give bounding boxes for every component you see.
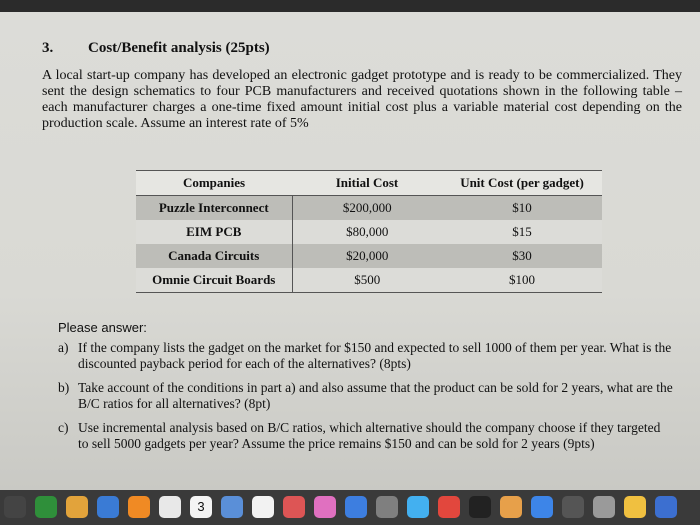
music-icon[interactable] (283, 496, 305, 518)
question-heading (42, 40, 270, 57)
question-intro: A local start-up company has developed an electronic gadget prototype and is ready to be commercialized. They sent the design schematics to four PCB manufacturers and received quotations shown in the following table – each manufacturer charges a one-time fixed amount initial cost plus a variable material cost depending on the production scale. Assume an interest rate of 5% (42, 68, 682, 131)
question-title: Cost/Benefit analysis (25pts) (88, 40, 270, 56)
part-text: Use incremental analysis based on B/C ratios, which alternative should the company choose if they targeted to sell 5000 gadgets per year? Assume the price remains $150 and can be sold for 2 years (9pts) (78, 420, 661, 451)
books-icon[interactable] (500, 496, 522, 518)
unit-cost-cell: $10 (442, 196, 602, 221)
chrome-icon[interactable] (97, 496, 119, 518)
appstore-icon[interactable] (345, 496, 367, 518)
settings-icon[interactable] (376, 496, 398, 518)
photo-booth-icon[interactable] (438, 496, 460, 518)
question-part-b (58, 380, 678, 412)
table-row (136, 220, 602, 244)
company-cell: Puzzle Interconnect (136, 196, 292, 221)
stickies-icon[interactable] (624, 496, 646, 518)
initial-cost-cell: $500 (292, 268, 442, 293)
initial-cost-cell: $20,000 (292, 244, 442, 268)
table-row (136, 196, 602, 221)
xcode-icon[interactable] (531, 496, 553, 518)
company-cell: Canada Circuits (136, 244, 292, 268)
company-cell: EIM PCB (136, 220, 292, 244)
part-label: a) (58, 340, 69, 355)
question-part-a (58, 340, 678, 372)
finder-icon[interactable] (4, 496, 26, 518)
messages-icon[interactable] (407, 496, 429, 518)
header-companies: Companies (136, 171, 292, 196)
system-icon[interactable] (562, 496, 584, 518)
unit-cost-cell: $30 (442, 244, 602, 268)
company-cell: Omnie Circuit Boards (136, 268, 292, 293)
preview-icon[interactable] (655, 496, 677, 518)
utilities-icon[interactable] (593, 496, 615, 518)
quotation-table (136, 170, 602, 293)
table-row (136, 268, 602, 293)
question-number: 3. (42, 40, 54, 56)
header-unit-cost: Unit Cost (per gadget) (442, 171, 602, 196)
part-text: Take account of the conditions in part a) and also assume that the product can be sold for 2 years, what are the B/C ratios for all alternatives? (8pt) (78, 380, 673, 411)
top-edge (0, 0, 700, 12)
unit-cost-cell: $15 (442, 220, 602, 244)
launchpad-icon[interactable] (35, 496, 57, 518)
calendar-icon[interactable]: 3 (190, 496, 212, 518)
itunes-icon[interactable] (314, 496, 336, 518)
mail-icon[interactable] (221, 496, 243, 518)
unit-cost-cell: $100 (442, 268, 602, 293)
part-label: b) (58, 380, 70, 395)
initial-cost-cell: $200,000 (292, 196, 442, 221)
table-row (136, 244, 602, 268)
safari-icon[interactable] (66, 496, 88, 518)
part-label: c) (58, 420, 69, 435)
please-answer-label: Please answer: (58, 320, 147, 335)
question-part-c (58, 420, 678, 452)
notes-icon[interactable] (252, 496, 274, 518)
table-header-row (136, 171, 602, 196)
header-initial-cost: Initial Cost (292, 171, 442, 196)
initial-cost-cell: $80,000 (292, 220, 442, 244)
part-text: If the company lists the gadget on the market for $150 and expected to sell 1000 of them per year. What is the discounted payback period for each of the alternatives? (8pts) (78, 340, 672, 371)
firefox-icon[interactable] (128, 496, 150, 518)
terminal-icon[interactable] (469, 496, 491, 518)
photos-icon[interactable] (159, 496, 181, 518)
